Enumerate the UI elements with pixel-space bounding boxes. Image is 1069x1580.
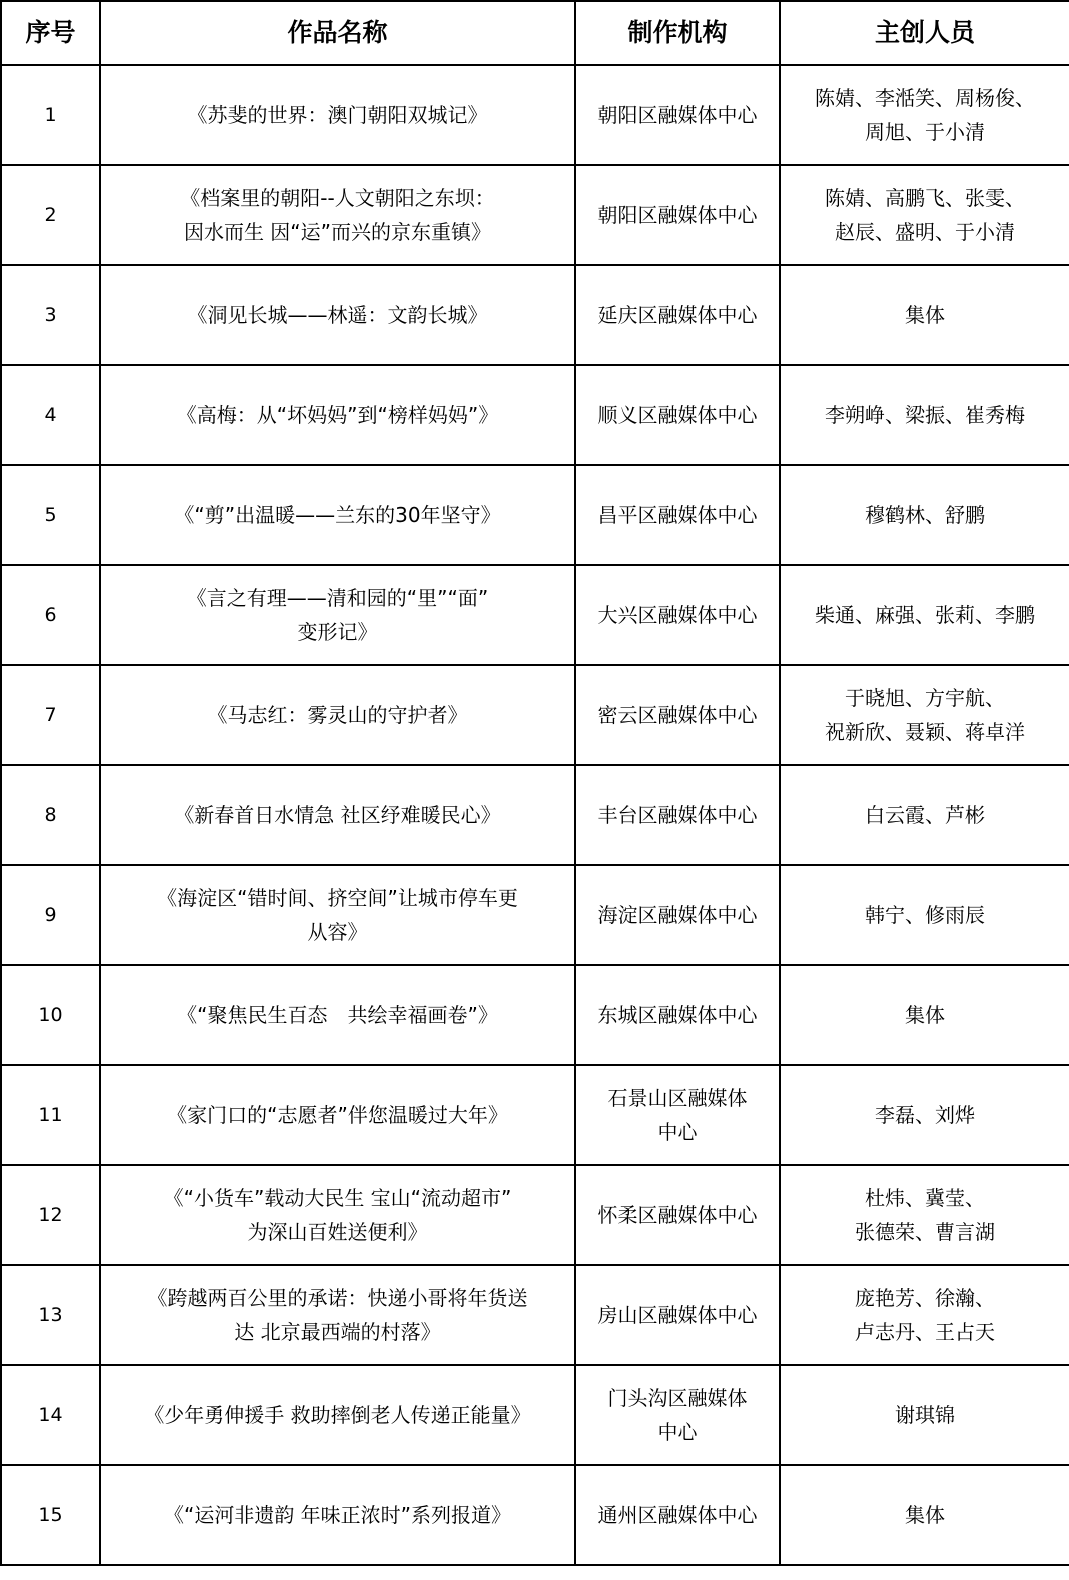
creators-line: 集体 (905, 1503, 945, 1527)
table-row (1, 765, 1069, 865)
work-title-cell (100, 565, 575, 665)
production-org-line: 顺义区融媒体中心 (597, 403, 758, 427)
production-org-line: 中心 (657, 1420, 698, 1444)
table-row (1, 965, 1069, 1065)
header-work-title: 作品名称 (100, 1, 575, 65)
work-title-cell (100, 365, 575, 465)
work-title-line: 《“运河非遗韵 年味正浓时”系列报道》 (163, 1503, 512, 1527)
production-org-cell (575, 665, 780, 765)
work-title-line: 为深山百姓送便利》 (247, 1220, 428, 1244)
creators-cell (780, 365, 1069, 465)
work-title-cell (100, 1465, 575, 1565)
creators-line: 韩宁、修雨辰 (865, 903, 985, 927)
header-row (1, 1, 1069, 65)
work-title-line: 变形记》 (297, 620, 378, 644)
creators-line: 柴通、麻强、张莉、李鹏 (815, 603, 1035, 627)
table-row (1, 565, 1069, 665)
production-org-line: 怀柔区融媒体中心 (597, 1203, 758, 1227)
serial-number-cell: 8 (1, 765, 100, 865)
creators-line: 谢琪锦 (895, 1403, 955, 1427)
work-title-line: 《档案里的朝阳--人文朝阳之东坝： (180, 186, 495, 210)
creators-cell (780, 865, 1069, 965)
creators-line: 集体 (905, 1003, 945, 1027)
work-title-cell (100, 965, 575, 1065)
creators-cell (780, 265, 1069, 365)
table-row (1, 865, 1069, 965)
work-title-cell (100, 165, 575, 265)
table-row (1, 65, 1069, 165)
work-title-cell (100, 1065, 575, 1165)
creators-line: 庞艳芳、徐瀚、 (855, 1286, 995, 1310)
serial-number-cell: 13 (1, 1265, 100, 1365)
production-org-line: 昌平区融媒体中心 (597, 503, 758, 527)
serial-number-cell: 9 (1, 865, 100, 965)
creators-line: 穆鹤林、舒鹏 (865, 503, 985, 527)
production-org-cell (575, 365, 780, 465)
work-title-cell (100, 665, 575, 765)
table-row (1, 465, 1069, 565)
work-title-cell (100, 865, 575, 965)
creators-line: 于晓旭、方宇航、 (845, 686, 1005, 710)
production-org-line: 中心 (657, 1120, 698, 1144)
table-row (1, 265, 1069, 365)
work-title-line: 《高梅：从“坏妈妈”到“榜样妈妈”》 (176, 403, 499, 427)
creators-line: 李朔峥、梁振、崔秀梅 (825, 403, 1025, 427)
production-org-cell (575, 165, 780, 265)
production-org-line: 石景山区融媒体 (607, 1086, 748, 1110)
work-title-cell (100, 465, 575, 565)
work-title-line: 《洞见长城——林遥：文韵长城》 (187, 303, 488, 327)
production-org-line: 通州区融媒体中心 (597, 1503, 758, 1527)
serial-number-cell: 6 (1, 565, 100, 665)
serial-number-cell: 11 (1, 1065, 100, 1165)
production-org-cell (575, 1465, 780, 1565)
serial-number-cell: 3 (1, 265, 100, 365)
creators-line: 卢志丹、王占天 (855, 1320, 995, 1344)
header-serial-number: 序号 (1, 1, 100, 65)
production-org-cell (575, 965, 780, 1065)
table-row (1, 1165, 1069, 1265)
table-row (1, 1465, 1069, 1565)
creators-line: 集体 (905, 303, 945, 327)
work-title-cell (100, 765, 575, 865)
creators-line: 陈婧、李湉笑、周杨俊、 (815, 86, 1035, 110)
work-title-line: 从容》 (307, 920, 368, 944)
production-org-cell (575, 465, 780, 565)
serial-number-cell: 7 (1, 665, 100, 765)
production-org-line: 朝阳区融媒体中心 (597, 203, 758, 227)
serial-number-cell: 1 (1, 65, 100, 165)
work-title-line: 因水而生 因“运”而兴的京东重镇》 (183, 220, 492, 244)
creators-cell (780, 1165, 1069, 1265)
work-title-cell (100, 1365, 575, 1465)
work-title-line: 《家门口的“志愿者”伴您温暖过大年》 (167, 1103, 508, 1127)
creators-cell (780, 665, 1069, 765)
creators-line: 赵辰、盛明、于小清 (835, 220, 1015, 244)
work-title-line: 《苏斐的世界：澳门朝阳双城记》 (187, 103, 488, 127)
creators-cell (780, 1065, 1069, 1165)
production-org-cell (575, 1365, 780, 1465)
work-title-line: 《言之有理——清和园的“里”“面” (186, 586, 489, 610)
work-title-line: 《“剪”出温暖——兰东的30年坚守》 (174, 503, 501, 527)
table-row (1, 365, 1069, 465)
creators-cell (780, 1265, 1069, 1365)
serial-number-cell: 15 (1, 1465, 100, 1565)
creators-cell (780, 1465, 1069, 1565)
production-org-line: 丰台区融媒体中心 (597, 803, 758, 827)
production-org-cell (575, 1165, 780, 1265)
production-org-cell (575, 565, 780, 665)
creators-cell (780, 765, 1069, 865)
serial-number-cell: 5 (1, 465, 100, 565)
serial-number-cell: 14 (1, 1365, 100, 1465)
production-org-cell (575, 65, 780, 165)
creators-cell (780, 565, 1069, 665)
serial-number-cell: 4 (1, 365, 100, 465)
creators-line: 陈婧、高鹏飞、张雯、 (825, 186, 1025, 210)
serial-number-cell: 10 (1, 965, 100, 1065)
work-title-line: 《跨越两百公里的承诺：快递小哥将年货送 (147, 1286, 528, 1310)
production-org-cell (575, 865, 780, 965)
production-org-line: 东城区融媒体中心 (597, 1003, 758, 1027)
creators-line: 张德荣、曹言湖 (855, 1220, 995, 1244)
creators-cell (780, 165, 1069, 265)
work-title-line: 《“聚焦民生百态 共绘幸福画卷”》 (177, 1003, 498, 1027)
serial-number-cell: 12 (1, 1165, 100, 1265)
production-org-cell (575, 265, 780, 365)
table-row (1, 165, 1069, 265)
work-title-line: 《“小货车”载动大民生 宝山“流动超市” (163, 1186, 512, 1210)
production-org-cell (575, 1265, 780, 1365)
header-production-org: 制作机构 (575, 1, 780, 65)
work-title-cell (100, 1265, 575, 1365)
production-org-line: 门头沟区融媒体 (607, 1386, 748, 1410)
work-title-line: 《少年勇伸援手 救助摔倒老人传递正能量》 (144, 1403, 531, 1427)
header-creators: 主创人员 (780, 1, 1069, 65)
table-body (1, 65, 1069, 1565)
work-title-line: 《海淀区“错时间、挤空间”让城市停车更 (157, 886, 518, 910)
production-org-line: 大兴区融媒体中心 (597, 603, 758, 627)
work-title-line: 《新春首日水情急 社区纾难暖民心》 (174, 803, 501, 827)
production-org-cell (575, 765, 780, 865)
creators-line: 周旭、于小清 (865, 120, 985, 144)
serial-number-cell: 2 (1, 165, 100, 265)
production-org-line: 密云区融媒体中心 (597, 703, 758, 727)
production-org-line: 朝阳区融媒体中心 (597, 103, 758, 127)
creators-line: 杜炜、冀莹、 (865, 1186, 985, 1210)
production-org-line: 延庆区融媒体中心 (597, 303, 758, 327)
work-title-cell (100, 1165, 575, 1265)
production-org-line: 海淀区融媒体中心 (597, 903, 758, 927)
creators-cell (780, 965, 1069, 1065)
table-row (1, 1265, 1069, 1365)
creators-cell (780, 1365, 1069, 1465)
work-title-cell (100, 265, 575, 365)
table-row (1, 1065, 1069, 1165)
table-row (1, 1365, 1069, 1465)
creators-line: 李磊、刘烨 (875, 1103, 975, 1127)
creators-line: 白云霞、芦彬 (865, 803, 985, 827)
creators-line: 祝新欣、聂颖、蒋卓洋 (825, 720, 1025, 744)
creators-cell (780, 65, 1069, 165)
work-title-line: 达 北京最西端的村落》 (234, 1320, 441, 1344)
work-title-line: 《马志红：雾灵山的守护者》 (207, 703, 468, 727)
production-org-line: 房山区融媒体中心 (597, 1303, 758, 1327)
table-row (1, 665, 1069, 765)
work-title-cell (100, 65, 575, 165)
creators-cell (780, 465, 1069, 565)
production-org-cell (575, 1065, 780, 1165)
